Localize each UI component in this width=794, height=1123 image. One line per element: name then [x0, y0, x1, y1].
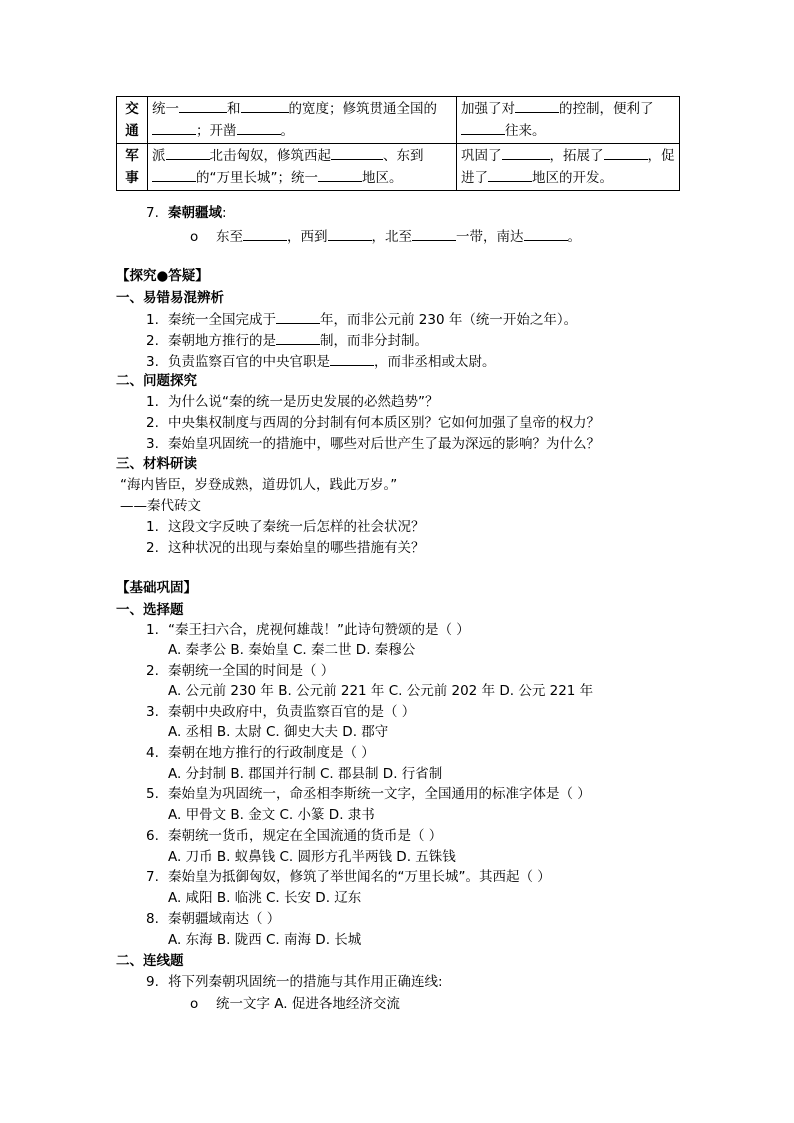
fill-blank[interactable] — [152, 120, 196, 135]
material-source: ——秦代砖文 — [120, 498, 201, 514]
fill-blank[interactable] — [166, 145, 210, 160]
measure-cell: 派 北击匈奴，修筑西起 、东到的“万里长城”；统一 地区。 — [148, 144, 457, 191]
question-item: 2. 秦朝统一全国的时间是（ ） — [146, 663, 335, 679]
question-options[interactable]: A. 甲骨文 B. 金文 C. 小篆 D. 隶书 — [168, 807, 375, 823]
list-item: 2. 这种状况的出现与秦始皇的哪些措施有关？ — [146, 540, 425, 556]
fill-blank[interactable] — [331, 145, 383, 160]
fill-blank[interactable] — [318, 167, 362, 182]
fill-blank[interactable] — [524, 226, 568, 241]
fill-blank[interactable] — [461, 120, 505, 135]
question-item: 5. 秦始皇为巩固统一，命丞相李斯统一文字，全国通用的标准字体是（ ） — [146, 786, 591, 802]
fill-blank[interactable] — [243, 226, 287, 241]
category-cell: 军 事 — [117, 144, 148, 191]
section-title: 二、连线题 — [116, 953, 184, 969]
list-item: 1. 为什么说“秦的统一是历史发展的必然趋势”？ — [146, 394, 439, 410]
question-options[interactable]: A. 公元前 230 年 B. 公元前 221 年 C. 公元前 202 年 D. 公元 221 年 — [168, 683, 594, 699]
fill-blank[interactable] — [237, 120, 281, 135]
section-title: 一、易错易混辨析 — [116, 290, 224, 306]
table-row — [117, 144, 680, 191]
explore-header: 【探究●答疑】 — [116, 268, 209, 284]
fill-blank[interactable] — [179, 98, 227, 113]
bullet-icon: o — [190, 996, 199, 1012]
question-options[interactable]: A. 东海 B. 陇西 C. 南海 D. 长城 — [168, 932, 362, 948]
measures-table — [116, 96, 680, 191]
fill-blank[interactable] — [152, 167, 196, 182]
matching-item[interactable]: o 统一文字 A. 促进各地经济交流 — [190, 996, 400, 1012]
fill-blank[interactable] — [241, 98, 289, 113]
list-item: 1. 秦统一全国完成于 年，而非公元前 230 年（统一开始之年）。 — [146, 309, 577, 330]
effect-cell: 加强了对 的控制，便利了往来。 — [457, 97, 680, 144]
list-item: 2. 中央集权制度与西周的分封制有何本质区别？它如何加强了皇帝的权力？ — [146, 415, 600, 431]
question-item: 9. 将下列秦朝巩固统一的措施与其作用正确连线: — [146, 974, 443, 990]
question-item: 3. 秦朝中央政府中，负责监察百官的是（ ） — [146, 704, 416, 720]
measure-cell: 统一 和 的宽度；修筑贯通全国的；开凿 。 — [148, 97, 457, 144]
question-options[interactable]: A. 丞相 B. 太尉 C. 御史大夫 D. 郡守 — [168, 724, 389, 740]
table-row — [117, 97, 680, 144]
question-options[interactable]: A. 分封制 B. 郡国并行制 C. 郡县制 D. 行省制 — [168, 766, 443, 782]
territory-question: 7. 秦朝疆域: — [146, 205, 227, 221]
category-cell: 交 通 — [117, 97, 148, 144]
fill-blank[interactable] — [276, 309, 320, 324]
fill-blank[interactable] — [515, 98, 559, 113]
fill-blank[interactable] — [330, 351, 374, 366]
material-quote: “海内皆臣，岁登成熟，道毋饥人，践此万岁。” — [120, 477, 398, 493]
section-title: 二、问题探究 — [116, 373, 197, 389]
question-options[interactable]: A. 咸阳 B. 临洮 C. 长安 D. 辽东 — [168, 890, 362, 906]
fill-blank[interactable] — [502, 145, 550, 160]
question-options[interactable]: A. 刀币 B. 蚁鼻钱 C. 圆形方孔半两钱 D. 五铢钱 — [168, 849, 456, 865]
section-title: 一、选择题 — [116, 602, 184, 618]
question-options[interactable]: A. 秦孝公 B. 秦始皇 C. 秦二世 D. 秦穆公 — [168, 642, 416, 658]
question-item: 1. “秦王扫六合，虎视何雄哉！”此诗句赞颂的是（ ） — [146, 622, 470, 638]
bullet-icon: o — [190, 229, 199, 245]
territory-blanks: o 东至 ，西到 ，北至 一带，南达 。 — [190, 226, 581, 247]
section-title: 三、材料研读 — [116, 456, 197, 472]
fill-blank[interactable] — [276, 330, 320, 345]
fill-blank[interactable] — [328, 226, 372, 241]
list-item: 1. 这段文字反映了秦统一后怎样的社会状况？ — [146, 519, 425, 535]
question-item: 7. 秦始皇为抵御匈奴，修筑了举世闻名的“万里长城”。其西起（ ） — [146, 869, 551, 885]
list-item: 3. 负责监察百官的中央官职是 ，而非丞相或太尉。 — [146, 351, 496, 372]
fill-blank[interactable] — [412, 226, 456, 241]
fill-blank[interactable] — [604, 145, 648, 160]
list-item: 3. 秦始皇巩固统一的措施中，哪些对后世产生了最为深远的影响？为什么？ — [146, 436, 600, 452]
effect-cell: 巩固了 ，拓展了 ，促进了 地区的开发。 — [457, 144, 680, 191]
fill-blank[interactable] — [488, 167, 532, 182]
list-item: 2. 秦朝地方推行的是 制，而非分封制。 — [146, 330, 428, 351]
question-item: 4. 秦朝在地方推行的行政制度是（ ） — [146, 745, 375, 761]
basics-header: 【基础巩固】 — [116, 580, 197, 596]
question-item: 6. 秦朝统一货币，规定在全国流通的货币是（ ） — [146, 828, 443, 844]
question-item: 8. 秦朝疆域南达（ ） — [146, 911, 281, 927]
